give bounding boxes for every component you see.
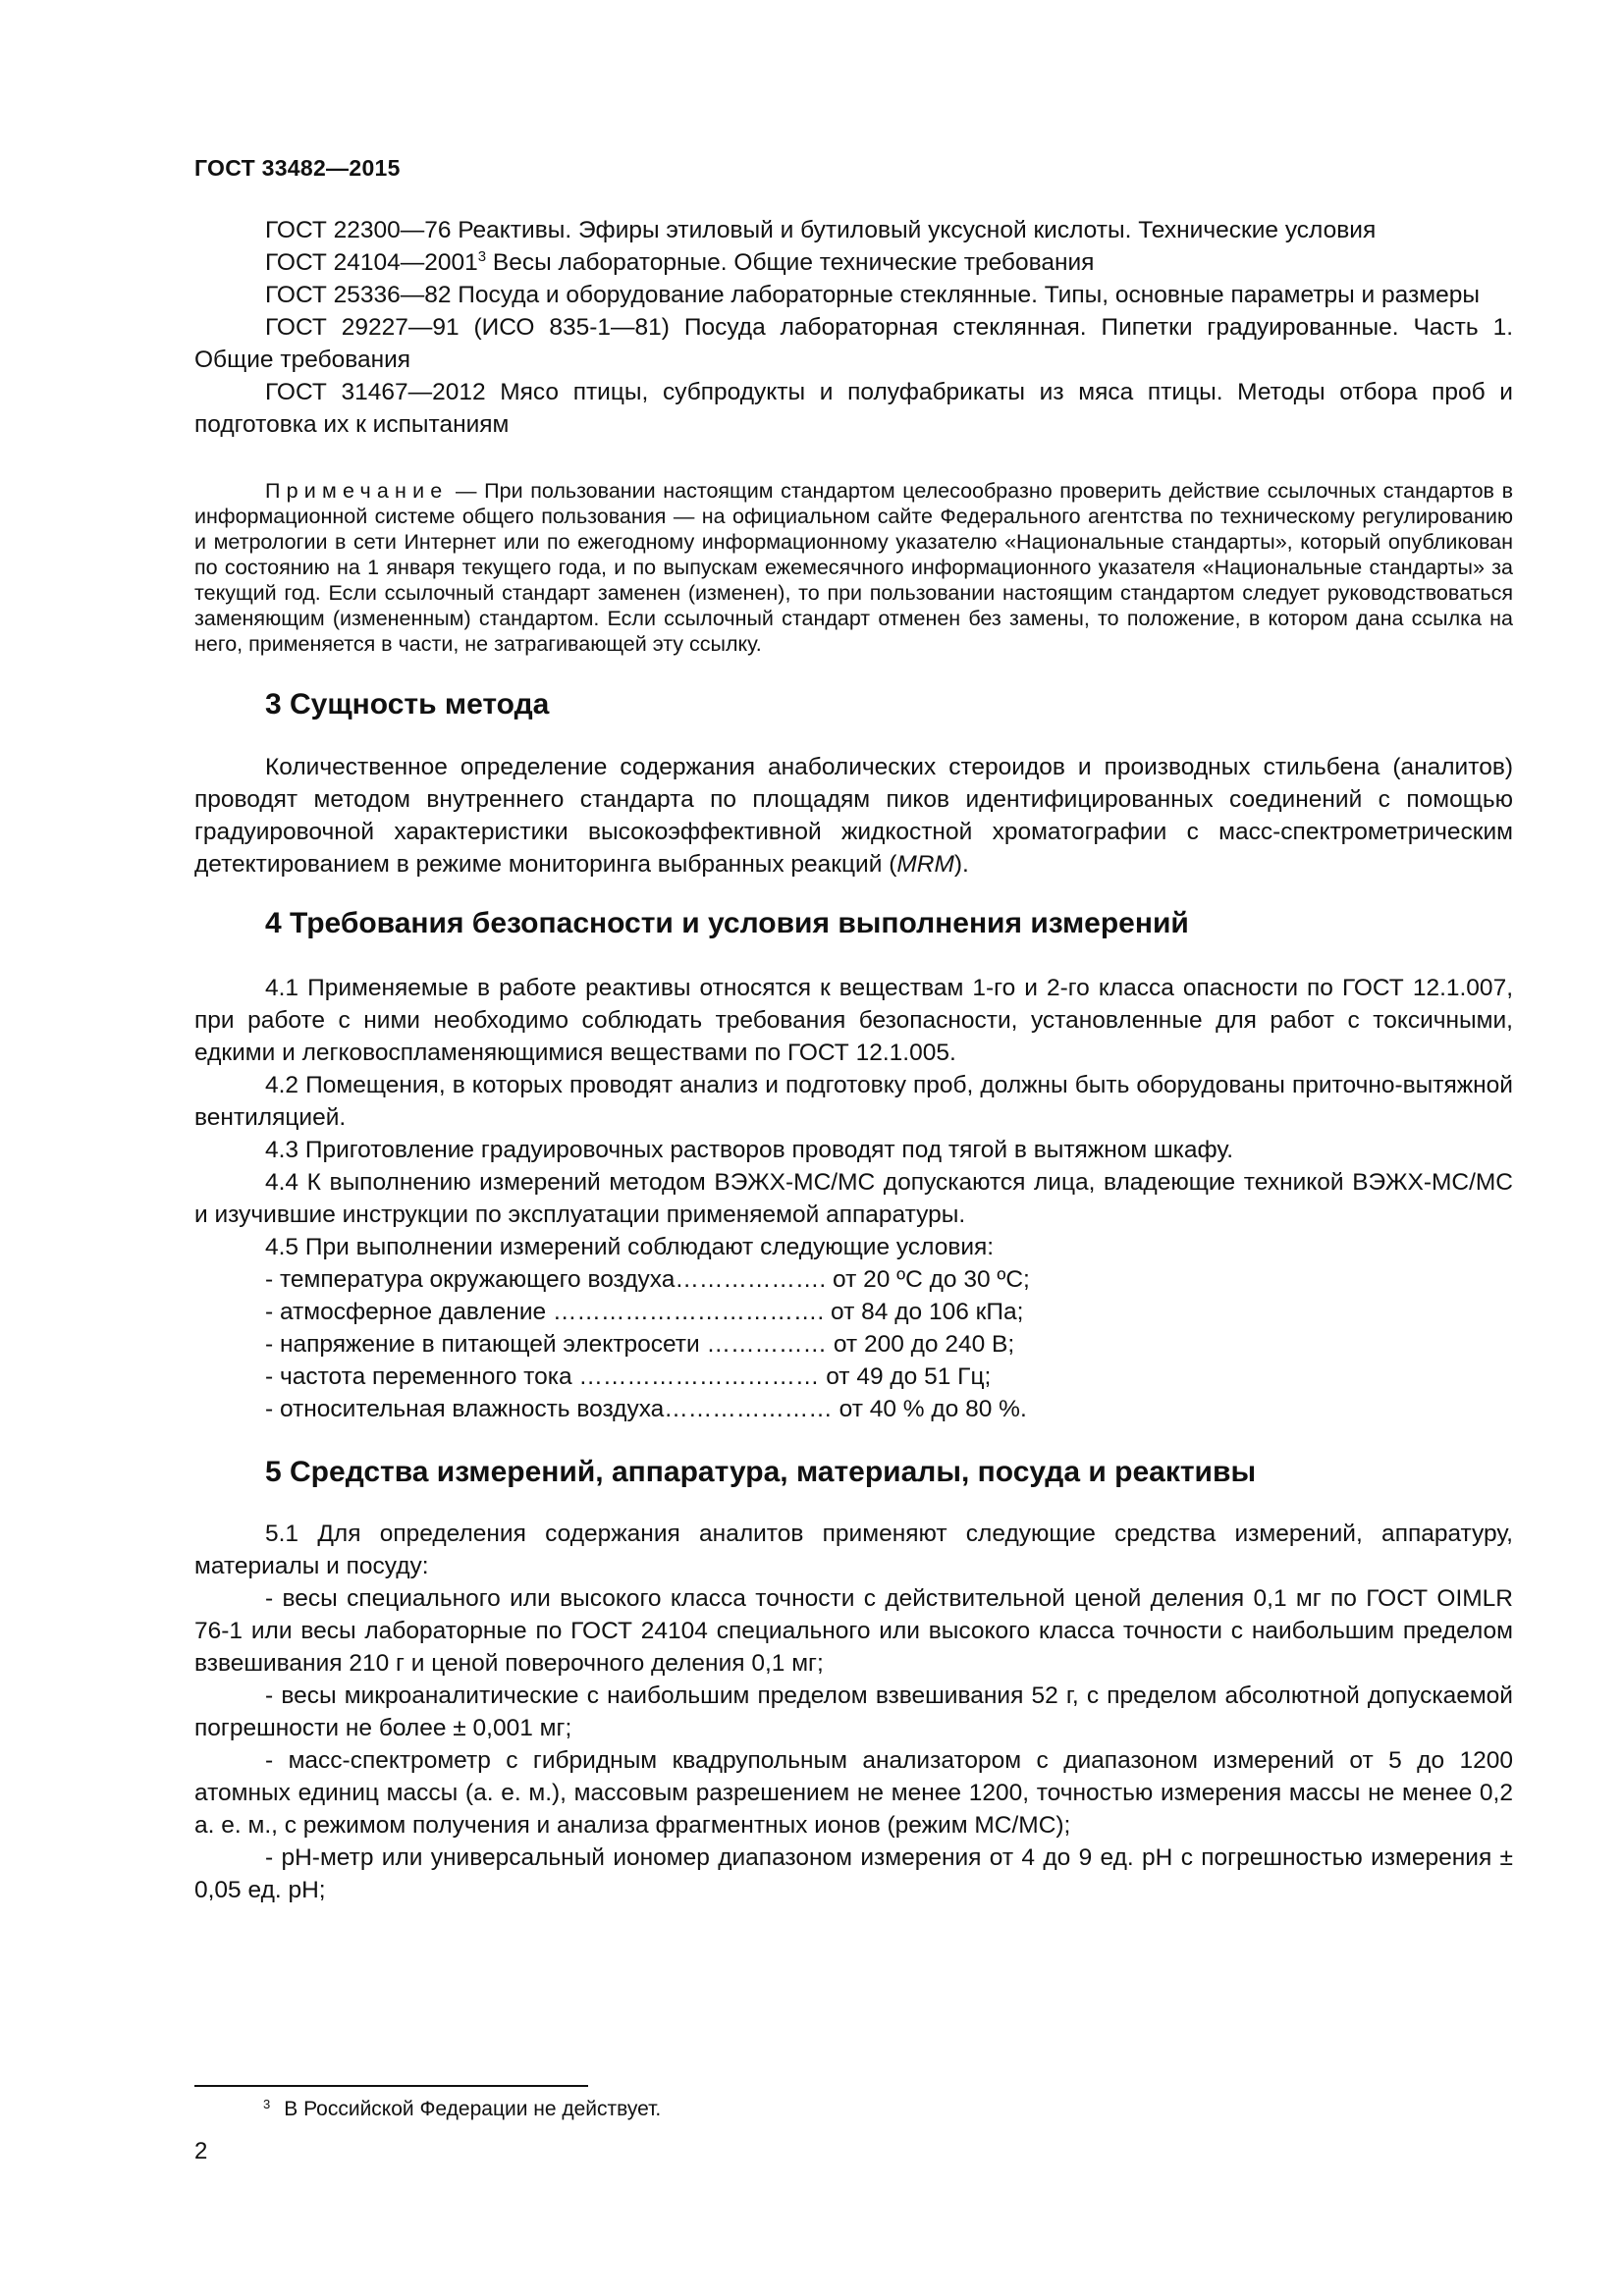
reference-item <box>194 246 1513 279</box>
condition-item: - относительная влажность воздуха………………… от 40 % до 80 %. <box>265 1396 1027 1422</box>
section-3-heading: 3 Сущность метода <box>265 688 550 721</box>
footnote <box>263 2097 661 2121</box>
condition-item: - температура окружающего воздуха………………. от 20 ºС до 30 ºС; <box>265 1266 1030 1293</box>
section-3-paragraph <box>194 751 1513 881</box>
page-body <box>194 214 1513 1906</box>
reference-item: ГОСТ 29227—91 (ИСО 835-1—81) Посуда лабораторная стеклянная. Пипетки градуированные. Часть 1. Общие требования <box>194 314 1513 373</box>
reference-title: Весы лабораторные. Общие технические требования <box>486 249 1095 276</box>
reference-code: ГОСТ 24104—2001 <box>265 249 478 276</box>
page-number: 2 <box>194 2138 208 2164</box>
clause-4-2: 4.2 Помещения, в которых проводят анализ и подготовку проб, должны быть оборудованы приточно-вытяжной вентиляцией. <box>194 1072 1513 1131</box>
normative-references-list <box>194 214 1513 441</box>
section-3-text: Количественное определение содержания анаболических стероидов и производных стильбена (аналитов) проводят методом внутреннего стандарта по площадям пиков идентифицированных соединений с помощью градуировочной характеристики высокоэффективной жидкостной хроматографии с масс-спектрометрическим детектированием в режиме мониторинга выбранных реакций ( <box>194 754 1513 878</box>
document-code-header: ГОСТ 33482—2015 <box>194 155 401 181</box>
section-3-tail: ). <box>953 851 969 878</box>
condition-item: - напряжение в питающей электросети …………… от 200 до 240 В; <box>265 1331 1015 1358</box>
clause-5-1: 5.1 Для определения содержания аналитов применяют следующие средства измерений, аппаратуру, материалы и посуду: <box>194 1521 1513 1579</box>
footnote-marker: 3 <box>477 248 487 265</box>
equipment-item: - масс-спектрометр с гибридным квадрупольным анализатором с диапазоном измерений от 5 до 1200 атомных единиц массы (а. е. м.), массовым разрешением не менее 1200, точностью измерения массы не менее 0,2 а. е. м., с режимом получения и анализа фрагментных ионов (режим МС/МС); <box>194 1747 1513 1839</box>
condition-item: - атмосферное давление ……………………………. от 84 до 106 кПа; <box>265 1299 1024 1325</box>
conditions-list <box>194 1263 1513 1425</box>
clause-4-5: 4.5 При выполнении измерений соблюдают следующие условия: <box>265 1234 995 1260</box>
mrm-term: MRM <box>896 851 954 878</box>
reference-item: ГОСТ 25336—82 Посуда и оборудование лабораторные стеклянные. Типы, основные параметры и размеры <box>265 282 1480 308</box>
footnote-number: 3 <box>263 2097 271 2111</box>
section-4-heading: 4 Требования безопасности и условия выполнения измерений <box>265 907 1189 939</box>
note-paragraph <box>194 478 1513 657</box>
condition-item: - частота переменного тока ………………………… от 49 до 51 Гц; <box>265 1363 992 1390</box>
note-label: Примечание <box>265 479 449 503</box>
reference-item: ГОСТ 31467—2012 Мясо птицы, субпродукты и полуфабрикаты из мяса птицы. Методы отбора проб и подготовка их к испытаниям <box>194 379 1513 438</box>
footnote-separator <box>194 2085 588 2087</box>
clause-4-4: 4.4 К выполнению измерений методом ВЭЖХ-МС/МС допускаются лица, владеющие техникой ВЭЖХ-МС/МС и изучившие инструкции по эксплуатации применяемой аппаратуры. <box>194 1169 1513 1228</box>
equipment-item: - весы микроаналитические с наибольшим пределом взвешивания 52 г, с пределом абсолютной допускаемой погрешности не более ± 0,001 мг; <box>194 1682 1513 1741</box>
section-5-heading: 5 Средства измерений, аппаратура, материалы, посуда и реактивы <box>265 1456 1257 1488</box>
equipment-item: - рН-метр или универсальный иономер диапазоном измерения от 4 до 9 ед. рН с погрешностью измерения ± 0,05 ед. рН; <box>194 1844 1513 1903</box>
clause-4-1: 4.1 Применяемые в работе реактивы относятся к веществам 1-го и 2-го класса опасности по ГОСТ 12.1.007, при работе с ними необходимо соблюдать требования безопасности, установленные для работ с токсичными, едкими и легковоспламеняющимися веществами по ГОСТ 12.1.005. <box>194 975 1513 1066</box>
footnote-text: В Российской Федерации не действует. <box>284 2098 662 2120</box>
equipment-item: - весы специального или высокого класса точности с действительной ценой деления 0,1 мг по ГОСТ OIMLR 76-1 или весы лабораторные по ГОСТ 24104 специального или высокого класса точности с наибольшим пределом взвешивания 210 г и ценой поверочного деления 0,1 мг; <box>194 1585 1513 1677</box>
note-text: — При пользовании настоящим стандартом целесообразно проверить действие ссылочных стандартов в информационной системе общего пользования — на официальном сайте Федерального агентства по техническому регулированию и метрологии в сети Интернет или по ежегодному информационному указателю «Национальные стандарты», который опубликован по состоянию на 1 января текущего года, и по выпускам ежемесячного информационного указателя «Национальные стандарты» за текущий год. Если ссылочный стандарт заменен (изменен), то при пользовании настоящим стандартом следует руководствоваться заменяющим (измененным) стандартом. Если ссылочный стандарт отменен без замены, то положение, в котором дана ссылка на него, применяется в части, не затрагивающей эту ссылку. <box>194 479 1513 656</box>
clause-4-3: 4.3 Приготовление градуировочных растворов проводят под тягой в вытяжном шкафу. <box>265 1137 1234 1163</box>
reference-item: ГОСТ 22300—76 Реактивы. Эфиры этиловый и бутиловый уксусной кислоты. Технические условия <box>265 217 1377 243</box>
